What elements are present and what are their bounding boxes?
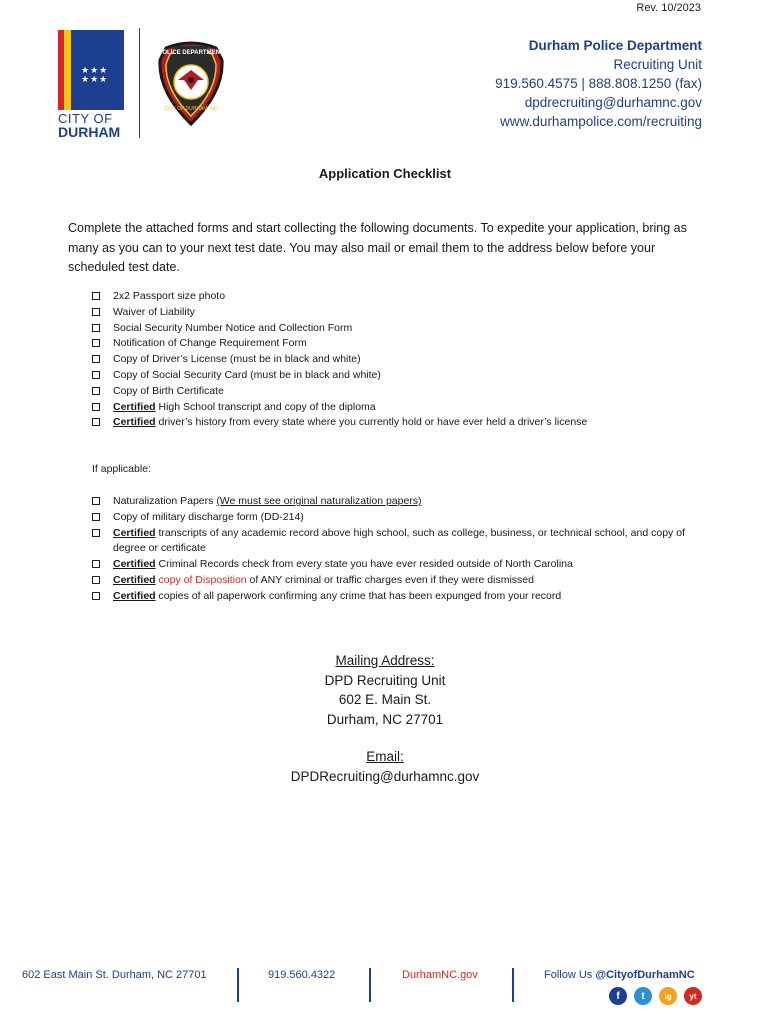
checklist-item: Certified copies of all paperwork confirming any crime that has been expunged from your record bbox=[92, 589, 702, 605]
required-checklist bbox=[92, 289, 702, 431]
mailing-line-3: Durham, NC 27701 bbox=[326, 711, 444, 727]
contact-phone: 919.560.4575 | 888.808.1250 (fax) bbox=[495, 76, 702, 91]
checklist-item: Copy of Driver’s License (must be in black and white) bbox=[92, 352, 702, 368]
footer-handle: @CityofDurhamNC bbox=[595, 969, 695, 981]
social-icons bbox=[609, 987, 702, 1005]
checkbox[interactable] bbox=[92, 560, 100, 568]
checklist-item: Copy of military discharge form (DD-214) bbox=[92, 510, 702, 526]
checkbox[interactable] bbox=[92, 292, 100, 300]
checklist-item: Copy of Social Security Card (must be in black and white) bbox=[92, 368, 702, 384]
contact-email-link[interactable]: dpdrecruiting@durhamnc.gov bbox=[524, 95, 702, 110]
checkbox[interactable] bbox=[92, 403, 100, 411]
checklist-item: Certified Criminal Records check from every state you have ever resided outside of North Carolina bbox=[92, 557, 702, 573]
checkbox[interactable] bbox=[92, 308, 100, 316]
certified-label: Certified bbox=[113, 526, 156, 539]
checkbox[interactable] bbox=[92, 339, 100, 347]
disposition-highlight: copy of Disposition bbox=[155, 573, 247, 586]
email-label: Email: bbox=[366, 749, 404, 764]
twitter-icon[interactable]: t bbox=[634, 987, 652, 1005]
department-name: Durham Police Department bbox=[528, 38, 702, 53]
checklist-item: Social Security Number Notice and Collection Form bbox=[92, 321, 702, 337]
footer-phone: 919.560.4322 bbox=[268, 969, 336, 981]
contact-block bbox=[495, 36, 702, 131]
checkbox[interactable] bbox=[92, 418, 100, 426]
police-badge-icon bbox=[156, 40, 226, 126]
checklist-item: Copy of Birth Certificate bbox=[92, 384, 702, 400]
checklist-item: 2x2 Passport size photo bbox=[92, 289, 702, 305]
youtube-icon[interactable]: yt bbox=[684, 987, 702, 1005]
checklist-item: Naturalization Papers (We must see original naturalization papers) bbox=[92, 494, 702, 510]
certified-label: Certified bbox=[113, 589, 156, 602]
checkbox[interactable] bbox=[92, 371, 100, 379]
checklist-item: Certified driver’s history from every state where you currently hold or have ever held a driver’s license bbox=[92, 415, 702, 431]
checkbox[interactable] bbox=[92, 387, 100, 395]
certified-label: Certified bbox=[113, 573, 156, 586]
facebook-icon[interactable]: f bbox=[609, 987, 627, 1005]
checkbox[interactable] bbox=[92, 529, 100, 537]
checkbox[interactable] bbox=[92, 497, 100, 505]
certified-label: Certified bbox=[113, 416, 156, 429]
applicable-checklist bbox=[92, 494, 702, 605]
checklist-item: Certified transcripts of any academic record above high school, such as college, business, or technical school, and copy of degree or certificate bbox=[92, 526, 702, 558]
if-applicable-label: If applicable: bbox=[92, 463, 151, 475]
checkbox[interactable] bbox=[92, 592, 100, 600]
certified-label: Certified bbox=[113, 400, 156, 413]
mailing-address-label: Mailing Address: bbox=[335, 653, 435, 668]
footer-follow: Follow Us @CityofDurhamNC bbox=[544, 969, 695, 981]
footer-address: 602 East Main St. Durham, NC 27701 bbox=[22, 969, 207, 981]
logo-line-city-of: CITY OF bbox=[58, 111, 113, 126]
logo-line-durham: DURHAM bbox=[58, 124, 121, 140]
checkbox[interactable] bbox=[92, 576, 100, 584]
footer-divider bbox=[512, 968, 514, 1002]
checkbox[interactable] bbox=[92, 513, 100, 521]
certified-label: Certified bbox=[113, 558, 156, 571]
page-title: Application Checklist bbox=[318, 166, 452, 181]
mailing-line-1: DPD Recruiting Unit bbox=[324, 672, 446, 688]
header-divider bbox=[139, 28, 140, 138]
checkbox[interactable] bbox=[92, 324, 100, 332]
intro-paragraph: Complete the attached forms and start collecting the following documents. To expedite your application, bring as many as you can to your next test date. You may also mail or email them to the address below before your scheduled test date. bbox=[68, 221, 687, 274]
footer-divider bbox=[237, 968, 239, 1002]
checkbox[interactable] bbox=[92, 355, 100, 363]
checklist-item: Certified copy of Disposition of ANY criminal or traffic charges even if they were dismissed bbox=[92, 573, 702, 589]
checklist-item: Waiver of Liability bbox=[92, 305, 702, 321]
footer-website-link[interactable]: DurhamNC.gov bbox=[402, 969, 478, 981]
mailing-email-link[interactable]: DPDRecruiting@durhamnc.gov bbox=[290, 768, 480, 784]
mailing-block bbox=[0, 651, 770, 786]
revision-date: Rev. 10/2023 bbox=[636, 2, 701, 14]
mailing-line-2: 602 E. Main St. bbox=[338, 692, 432, 707]
stars-icon: ★★★ ★★★ bbox=[81, 65, 109, 84]
instagram-icon[interactable]: ig bbox=[659, 987, 677, 1005]
badge-bottom-text: CITY OF DURHAM, NC bbox=[164, 106, 218, 112]
checklist-item: Notification of Change Requirement Form bbox=[92, 336, 702, 352]
badge-top-text: POLICE DEPARTMENT bbox=[158, 50, 224, 56]
unit-name: Recruiting Unit bbox=[613, 57, 702, 72]
city-of-durham-logo bbox=[58, 30, 124, 138]
footer-divider bbox=[369, 968, 371, 1002]
checklist-item: Certified High School transcript and copy of the diploma bbox=[92, 400, 702, 416]
contact-website-link[interactable]: www.durhampolice.com/recruiting bbox=[500, 114, 702, 129]
